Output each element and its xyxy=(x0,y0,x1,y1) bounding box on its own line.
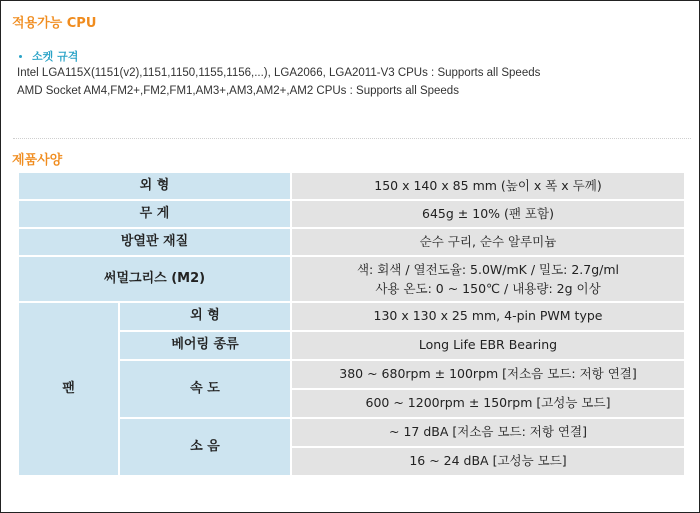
amd-cpu-support: AMD Socket AM4,FM2+,FM2,FM1,AM3+,AM3,AM2+,AM2 CPUs : Supports all Speeds xyxy=(17,85,459,97)
spec-value-dimensions: 150 x 140 x 85 mm (높이 x 폭 x 두께) xyxy=(292,173,684,199)
table-row xyxy=(19,257,684,301)
table-row xyxy=(19,390,684,417)
table-row xyxy=(19,303,684,330)
socket-spec-label: 소켓 규격 xyxy=(32,50,79,63)
fan-label-speed: 속 도 xyxy=(120,361,290,417)
compatible-cpu-heading: 적용가능 CPU xyxy=(12,16,97,31)
fan-label-noise: 소 음 xyxy=(120,419,290,475)
table-row xyxy=(19,419,684,446)
spec-label-dimensions: 외 형 xyxy=(19,173,290,199)
fan-value-noise-low: ~ 17 dBA [저소음 모드: 저항 연결] xyxy=(292,419,684,446)
spec-table xyxy=(17,171,686,477)
fan-value-bearing: Long Life EBR Bearing xyxy=(292,332,684,359)
spec-label-weight: 무 게 xyxy=(19,201,290,227)
spec-value-thermal-grease xyxy=(292,257,684,301)
socket-spec-title xyxy=(19,48,78,64)
thermal-grease-line2: 사용 온도: 0 ~ 150℃ / 내용량: 2g 이상 xyxy=(375,281,601,296)
spec-value-weight: 645g ± 10% (팬 포함) xyxy=(292,201,684,227)
section-divider xyxy=(13,138,691,139)
fan-value-speed-low: 380 ~ 680rpm ± 100rpm [저소음 모드: 저항 연결] xyxy=(292,361,684,388)
table-row xyxy=(19,173,684,199)
table-row xyxy=(19,229,684,255)
fan-value-speed-high: 600 ~ 1200rpm ± 150rpm [고성능 모드] xyxy=(292,390,684,417)
intel-cpu-support: Intel LGA115X(1151(v2),1151,1150,1155,1156,...), LGA2066, LGA2011-V3 CPUs : Supports all Speeds xyxy=(17,67,541,79)
bullet-icon xyxy=(19,55,22,58)
spec-value-heatsink: 순수 구리, 순수 알루미늄 xyxy=(292,229,684,255)
spec-label-fan: 팬 xyxy=(19,303,118,475)
fan-label-bearing: 베어링 종류 xyxy=(120,332,290,359)
spec-label-thermal-grease: 써멀그리스 (M2) xyxy=(19,257,290,301)
table-row xyxy=(19,361,684,388)
thermal-grease-line1: 색: 회색 / 열전도율: 5.0W/mK / 밀도: 2.7g/ml xyxy=(356,261,620,277)
table-row xyxy=(19,201,684,227)
spec-label-heatsink: 방열판 재질 xyxy=(19,229,290,255)
specifications-heading: 제품사양 xyxy=(12,153,63,168)
fan-value-dimensions: 130 x 130 x 25 mm, 4-pin PWM type xyxy=(292,303,684,330)
table-row xyxy=(19,448,684,475)
fan-label-dimensions: 외 형 xyxy=(120,303,290,330)
table-row xyxy=(19,332,684,359)
fan-value-noise-high: 16 ~ 24 dBA [고성능 모드] xyxy=(292,448,684,475)
